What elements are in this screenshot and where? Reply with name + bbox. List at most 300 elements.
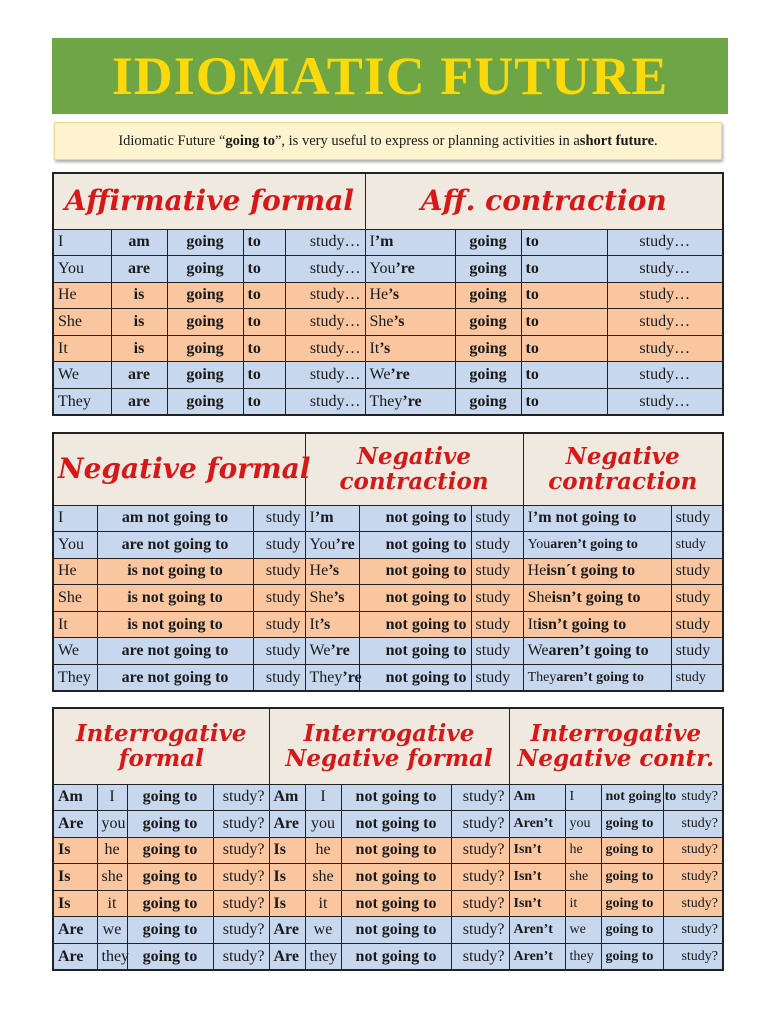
int-formal-going-text: going to (142, 814, 198, 832)
neg-contraction-subject-part-1: ’re (335, 535, 355, 553)
aff-contraction-going (455, 229, 521, 256)
aff-contraction-subject (365, 229, 455, 256)
neg-contraction-verb-text: not going to (385, 668, 467, 686)
neg-formal-verb (97, 638, 253, 665)
aff-contraction-to (521, 282, 607, 309)
int-neg-contr-subject: she (565, 864, 601, 891)
int-neg-formal-going (341, 864, 451, 891)
aff-contraction-subject-part-0: We (369, 366, 391, 384)
neg-contraction-subject-part-0: He (309, 562, 329, 580)
aff-contraction-going-text: going (469, 313, 507, 331)
aff-contraction-study: study… (607, 282, 723, 309)
int-formal-aux (53, 917, 97, 944)
aff-contraction-to-text: to (525, 286, 539, 304)
aff-verb-text: are (128, 392, 150, 410)
int-neg-contr-aux-text: Aren’t (513, 815, 553, 831)
aff-to-text: to (247, 233, 261, 251)
aff-contraction-subject-part-0: She (369, 313, 394, 331)
int-neg-formal-going-text: not going to (355, 947, 437, 965)
neg-contraction-subject-part-0: It (309, 615, 320, 633)
neg-formal-study: study (253, 505, 305, 532)
neg-formal-subject: It (53, 611, 97, 638)
int-neg-contr-going (601, 890, 663, 917)
intro-text-3: . (654, 132, 658, 149)
header-aff-contraction: Aff. contraction (365, 173, 723, 229)
aff-going (167, 309, 243, 336)
int-neg-contr-study: study? (663, 944, 723, 971)
neg-contraction-subject-part-0: She (309, 589, 334, 607)
neg-formal-verb-text: are not going to (121, 642, 229, 660)
int-neg-formal-aux (269, 944, 305, 971)
neg-contraction2-verb-part-0: It (527, 615, 538, 633)
aff-verb (111, 362, 167, 389)
aff-contraction-subject-part-0: You (369, 259, 396, 277)
aff-to (243, 309, 285, 336)
aff-contraction-subject-part-1: ’re (395, 259, 415, 277)
aff-contraction-study: study… (607, 256, 723, 283)
table-row (53, 611, 723, 638)
neg-contraction-subject-part-0: They (309, 668, 343, 686)
int-neg-formal-going-text: not going to (355, 921, 437, 939)
neg-contraction2-verb-part-0: She (527, 589, 552, 607)
neg-contraction-study: study (471, 532, 523, 559)
aff-going (167, 389, 243, 416)
neg-contraction-subject (305, 505, 359, 532)
int-formal-study: study? (213, 784, 269, 811)
table-row (53, 229, 723, 256)
neg-formal-verb (97, 665, 253, 692)
intro-bold-2: short future (579, 132, 655, 149)
neg-contraction2-verb (523, 532, 671, 559)
aff-going-text: going (186, 313, 224, 331)
int-neg-contr-aux (509, 944, 565, 971)
int-formal-going (127, 917, 213, 944)
int-neg-formal-going-text: not going to (355, 814, 437, 832)
neg-contraction-subject-part-1: ’s (328, 562, 340, 580)
int-neg-formal-going (341, 784, 451, 811)
int-neg-contr-aux-text: Aren’t (513, 922, 553, 938)
int-neg-contr-going (601, 811, 663, 838)
table-row (53, 362, 723, 389)
aff-contraction-to (521, 229, 607, 256)
int-neg-formal-aux (269, 917, 305, 944)
neg-contraction2-study: study (671, 665, 723, 692)
neg-contraction-verb (359, 665, 471, 692)
aff-study: study… (285, 335, 365, 362)
int-neg-contr-study: study? (663, 811, 723, 838)
neg-contraction2-verb (523, 638, 671, 665)
int-neg-formal-going (341, 890, 451, 917)
neg-contraction-subject (305, 585, 359, 612)
int-neg-contr-aux-text: Isn’t (513, 895, 542, 911)
table-row (53, 558, 723, 585)
neg-contraction2-verb-part-0: You (527, 536, 551, 552)
int-formal-going-text: going to (142, 788, 198, 806)
aff-contraction-to-text: to (525, 313, 539, 331)
neg-contraction-subject-part-0: I (309, 509, 315, 527)
int-formal-subject: she (97, 864, 127, 891)
header-negative-contraction-1: Negative contraction (305, 433, 523, 505)
neg-contraction-subject-part-1: ’s (333, 589, 345, 607)
int-neg-formal-going (341, 811, 451, 838)
header-negative-contraction-2: Negative contraction (523, 433, 723, 505)
aff-contraction-going-text: going (469, 392, 507, 410)
neg-formal-verb-text: are not going to (121, 535, 229, 553)
int-neg-formal-study: study? (451, 811, 509, 838)
int-neg-contr-study: study? (663, 890, 723, 917)
neg-contraction-study: study (471, 638, 523, 665)
aff-contraction-to-text: to (525, 392, 539, 410)
aff-contraction-to (521, 362, 607, 389)
aff-going (167, 362, 243, 389)
table-row (53, 335, 723, 362)
int-neg-formal-study: study? (451, 917, 509, 944)
aff-contraction-subject-part-0: I (369, 233, 375, 251)
int-neg-contr-aux-text: Isn’t (513, 869, 542, 885)
title-banner (52, 38, 728, 114)
neg-formal-study: study (253, 638, 305, 665)
aff-contraction-subject (365, 335, 455, 362)
int-formal-aux (53, 811, 97, 838)
aff-contraction-to-text: to (525, 259, 539, 277)
int-neg-contr-subject: I (565, 784, 601, 811)
int-formal-subject: they (97, 944, 127, 971)
aff-study: study… (285, 256, 365, 283)
int-neg-formal-aux-text: Is (273, 841, 286, 859)
aff-to (243, 389, 285, 416)
aff-study: study… (285, 282, 365, 309)
table-row (53, 532, 723, 559)
aff-contraction-going-text: going (469, 286, 507, 304)
int-formal-going-text: going to (142, 894, 198, 912)
neg-contraction-subject (305, 558, 359, 585)
neg-contraction2-verb (523, 585, 671, 612)
table-row (53, 864, 723, 891)
aff-verb (111, 389, 167, 416)
aff-contraction-subject-part-1: ’s (388, 286, 400, 304)
neg-contraction-study: study (471, 558, 523, 585)
aff-verb (111, 309, 167, 336)
neg-formal-verb-text: is not going to (127, 615, 223, 633)
aff-verb (111, 282, 167, 309)
header-interrogative-formal: Interrogative formal (53, 708, 269, 784)
int-neg-contr-going-text: going to (605, 869, 654, 885)
neg-formal-verb-text: is not going to (127, 589, 223, 607)
neg-contraction-study: study (471, 505, 523, 532)
int-formal-going-text: going to (142, 868, 198, 886)
neg-contraction-verb (359, 638, 471, 665)
aff-study: study… (285, 362, 365, 389)
int-formal-going (127, 890, 213, 917)
aff-contraction-to (521, 389, 607, 416)
interrogative-table (52, 707, 724, 971)
int-neg-contr-going-text: going to (605, 922, 654, 938)
aff-to-text: to (247, 313, 261, 331)
int-neg-contr-going (601, 944, 663, 971)
aff-contraction-going (455, 362, 521, 389)
int-neg-formal-study: study? (451, 944, 509, 971)
table-row (53, 282, 723, 309)
neg-contraction-verb-text: not going to (385, 535, 467, 553)
aff-going-text: going (186, 392, 224, 410)
int-formal-aux (53, 890, 97, 917)
int-neg-contr-subject: you (565, 811, 601, 838)
int-neg-contr-going (601, 837, 663, 864)
int-neg-contr-subject: it (565, 890, 601, 917)
neg-formal-verb-text: are not going to (121, 668, 229, 686)
int-neg-contr-aux (509, 811, 565, 838)
aff-verb-text: are (128, 259, 150, 277)
aff-going (167, 335, 243, 362)
aff-contraction-subject (365, 362, 455, 389)
aff-to-text: to (247, 392, 261, 410)
aff-going-text: going (186, 233, 224, 251)
int-neg-formal-aux-text: Are (273, 947, 299, 965)
aff-study: study… (285, 309, 365, 336)
int-neg-contr-aux-text: Isn’t (513, 842, 542, 858)
int-formal-subject: I (97, 784, 127, 811)
neg-formal-verb (97, 585, 253, 612)
aff-contraction-subject (365, 256, 455, 283)
aff-going-text: going (186, 339, 224, 357)
neg-contraction-verb (359, 611, 471, 638)
aff-verb-text: are (128, 366, 150, 384)
int-neg-contr-going-text: going to (605, 895, 654, 911)
int-formal-subject: we (97, 917, 127, 944)
aff-verb (111, 256, 167, 283)
neg-formal-subject: He (53, 558, 97, 585)
neg-formal-subject: She (53, 585, 97, 612)
aff-contraction-to (521, 309, 607, 336)
aff-contraction-going (455, 389, 521, 416)
int-formal-aux (53, 837, 97, 864)
table-row (53, 505, 723, 532)
int-neg-contr-going (601, 864, 663, 891)
neg-contraction-verb-text: not going to (385, 642, 467, 660)
neg-contraction2-verb-part-0: I (527, 509, 533, 527)
neg-contraction2-verb-part-0: They (527, 669, 557, 685)
table-row (53, 256, 723, 283)
int-neg-formal-aux (269, 811, 305, 838)
aff-contraction-study: study… (607, 309, 723, 336)
int-neg-contr-going-text: going to (605, 815, 654, 831)
neg-contraction-subject (305, 532, 359, 559)
int-neg-contr-aux (509, 864, 565, 891)
neg-contraction2-verb-part-0: We (527, 642, 549, 660)
aff-contraction-going (455, 282, 521, 309)
neg-contraction2-verb-part-1: isn´t going to (546, 562, 636, 580)
int-neg-contr-aux-text: Am (513, 789, 536, 805)
aff-contraction-study: study… (607, 335, 723, 362)
int-neg-formal-aux-text: Is (273, 894, 286, 912)
neg-formal-verb (97, 505, 253, 532)
page-title: IDIOMATIC FUTURE (111, 46, 669, 106)
aff-subject: You (53, 256, 111, 283)
neg-formal-study: study (253, 585, 305, 612)
aff-contraction-study: study… (607, 389, 723, 416)
neg-contraction-subject-part-0: We (309, 642, 331, 660)
neg-formal-verb-text: is not going to (127, 562, 223, 580)
int-neg-formal-study: study? (451, 864, 509, 891)
aff-verb-text: am (128, 233, 150, 251)
neg-contraction2-verb-part-1: ’m not going to (532, 509, 637, 527)
neg-contraction2-verb-part-1: aren’t going to (556, 669, 644, 685)
negative-table (52, 432, 724, 692)
aff-contraction-subject-part-1: ’re (402, 392, 422, 410)
int-neg-contr-going-text: not going to (605, 789, 677, 805)
aff-going (167, 229, 243, 256)
neg-contraction-subject-part-1: ’re (342, 668, 362, 686)
header-affirmative-formal: Affirmative formal (53, 173, 365, 229)
table-row (53, 638, 723, 665)
neg-contraction-verb (359, 505, 471, 532)
int-neg-formal-subject: we (305, 917, 341, 944)
int-formal-aux-text: Is (58, 841, 71, 859)
int-formal-aux-text: Are (58, 814, 84, 832)
int-neg-formal-aux-text: Are (273, 814, 299, 832)
aff-contraction-subject (365, 282, 455, 309)
int-neg-contr-going (601, 784, 677, 811)
aff-to-text: to (247, 339, 261, 357)
aff-verb (111, 335, 167, 362)
int-neg-formal-going (341, 944, 451, 971)
int-neg-formal-study: study? (451, 784, 509, 811)
int-neg-formal-subject: they (305, 944, 341, 971)
int-formal-going (127, 864, 213, 891)
int-formal-aux (53, 864, 97, 891)
aff-contraction-to-text: to (525, 366, 539, 384)
neg-contraction-study: study (471, 585, 523, 612)
neg-contraction2-verb-part-0: He (527, 562, 547, 580)
neg-contraction2-study: study (671, 558, 723, 585)
aff-contraction-going (455, 335, 521, 362)
aff-going (167, 282, 243, 309)
int-formal-aux-text: Am (58, 788, 83, 806)
neg-contraction2-study: study (671, 505, 723, 532)
aff-contraction-to (521, 335, 607, 362)
int-neg-formal-going-text: not going to (355, 868, 437, 886)
aff-going-text: going (186, 286, 224, 304)
neg-contraction2-verb (523, 665, 671, 692)
table-row (53, 811, 723, 838)
aff-contraction-subject-part-1: ’re (390, 366, 410, 384)
aff-contraction-going-text: going (469, 259, 507, 277)
aff-contraction-subject-part-0: They (369, 392, 403, 410)
int-neg-formal-going (341, 837, 451, 864)
neg-contraction2-verb-part-1: aren’t going to (550, 536, 638, 552)
aff-contraction-going-text: going (469, 366, 507, 384)
aff-contraction-study: study… (607, 362, 723, 389)
aff-verb-text: is (133, 286, 145, 304)
neg-contraction2-study: study (671, 611, 723, 638)
int-neg-formal-aux-text: Am (273, 788, 299, 806)
intro-text-2: ”, is very useful to express or planning activities in a (274, 132, 580, 149)
aff-subject: He (53, 282, 111, 309)
int-neg-formal-study: study? (451, 890, 509, 917)
table-row (53, 944, 723, 971)
int-formal-aux-text: Is (58, 868, 71, 886)
int-formal-study: study? (213, 944, 269, 971)
int-formal-aux (53, 784, 97, 811)
aff-contraction-subject-part-0: He (369, 286, 389, 304)
neg-contraction-study: study (471, 665, 523, 692)
neg-contraction2-verb-part-1: isn’t going to (537, 615, 627, 633)
int-neg-formal-aux-text: Are (273, 921, 299, 939)
neg-formal-study: study (253, 532, 305, 559)
aff-contraction-to-text: to (525, 233, 539, 251)
int-neg-contr-aux (509, 890, 565, 917)
int-neg-contr-aux-text: Aren’t (513, 948, 553, 964)
neg-contraction-verb-text: not going to (385, 589, 467, 607)
aff-subject: They (53, 389, 111, 416)
int-neg-formal-aux (269, 837, 305, 864)
aff-to-text: to (247, 259, 261, 277)
int-formal-study: study? (213, 917, 269, 944)
neg-formal-study: study (253, 558, 305, 585)
intro-bold-1: going to (225, 132, 275, 149)
aff-contraction-subject (365, 389, 455, 416)
aff-contraction-to-text: to (525, 339, 539, 357)
aff-contraction-going (455, 309, 521, 336)
int-formal-going (127, 837, 213, 864)
int-formal-aux-text: Are (58, 921, 84, 939)
int-formal-going-text: going to (142, 921, 198, 939)
int-formal-aux-text: Is (58, 894, 71, 912)
neg-contraction-subject (305, 611, 359, 638)
neg-contraction2-study: study (671, 532, 723, 559)
aff-verb-text: is (133, 313, 145, 331)
neg-formal-subject: You (53, 532, 97, 559)
neg-contraction-verb-text: not going to (385, 562, 467, 580)
intro-note (54, 122, 722, 160)
aff-to-text: to (247, 366, 261, 384)
neg-formal-verb-text: am not going to (121, 509, 229, 527)
neg-contraction-subject (305, 665, 362, 692)
aff-verb (111, 229, 167, 256)
aff-contraction-subject-part-0: It (369, 339, 380, 357)
neg-contraction2-verb-part-1: isn’t going to (551, 589, 641, 607)
aff-subject: We (53, 362, 111, 389)
neg-contraction-verb-text: not going to (385, 615, 467, 633)
table-row (53, 309, 723, 336)
int-neg-formal-aux (269, 890, 305, 917)
int-formal-subject: it (97, 890, 127, 917)
aff-contraction-study: study… (607, 229, 723, 256)
int-neg-contr-subject: they (565, 944, 601, 971)
header-interrogative-negative-contr: Interrogative Negative contr. (509, 708, 723, 784)
aff-to (243, 362, 285, 389)
aff-to (243, 282, 285, 309)
aff-verb-text: is (133, 339, 145, 357)
int-neg-formal-going-text: not going to (355, 894, 437, 912)
table-row (53, 665, 723, 692)
int-formal-going-text: going to (142, 947, 198, 965)
int-neg-contr-aux (509, 837, 565, 864)
aff-study: study… (285, 229, 365, 256)
neg-contraction-subject (305, 638, 359, 665)
aff-study: study… (285, 389, 365, 416)
int-neg-formal-subject: I (305, 784, 341, 811)
int-neg-formal-aux (269, 784, 305, 811)
int-neg-contr-aux (509, 784, 565, 811)
neg-contraction-verb (359, 585, 471, 612)
int-neg-contr-aux (509, 917, 565, 944)
int-formal-going-text: going to (142, 841, 198, 859)
int-neg-contr-going-text: going to (605, 948, 654, 964)
int-formal-subject: you (97, 811, 127, 838)
int-neg-contr-study: study? (663, 784, 723, 811)
aff-contraction-subject (365, 309, 455, 336)
